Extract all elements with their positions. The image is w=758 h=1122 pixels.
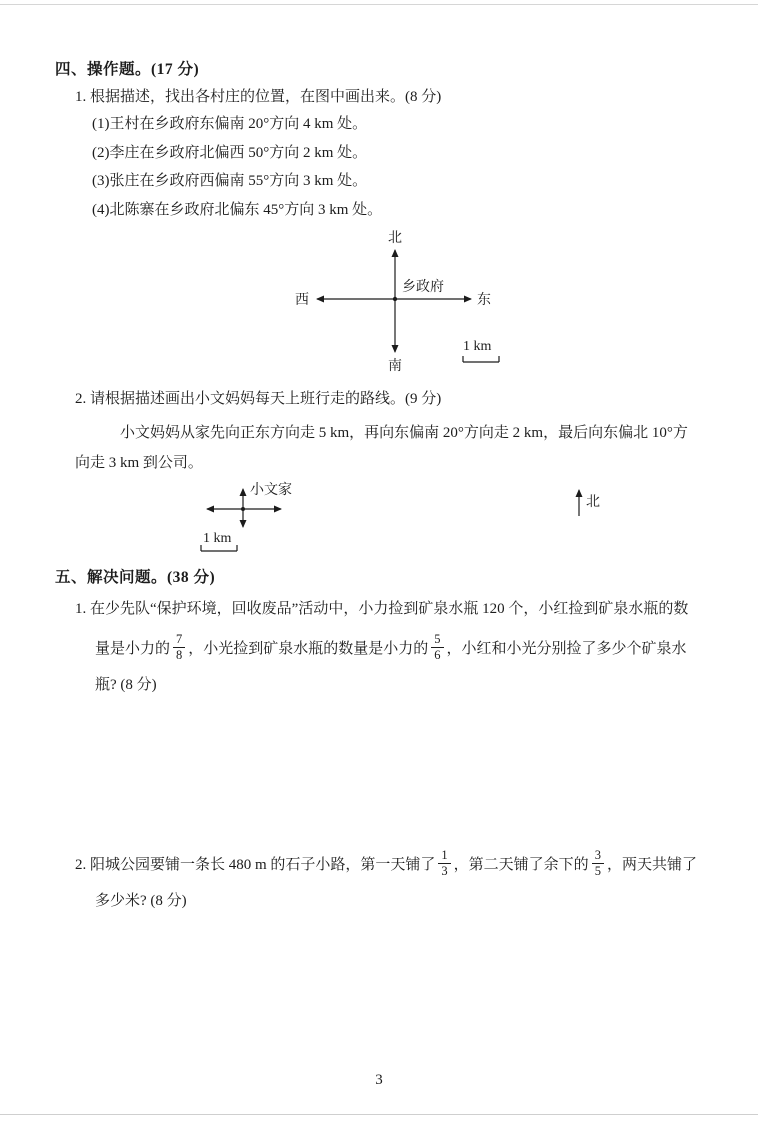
- section4-q1-item-1: (1)王村在乡政府东偏南 20°方向 4 km 处。: [92, 116, 368, 132]
- section4-title: 四、操作题。(17 分): [55, 61, 200, 78]
- section5-q2-line1a: 2. 阳城公园要铺一条长 480 m 的石子小路，第一天铺了: [75, 856, 436, 873]
- compass-south-label: 南: [388, 359, 402, 374]
- section4-q2-desc-line1: 小文妈妈从家先向正东方向走 5 km，再向东偏南 20°方向走 2 km，最后向东偏北 10°方: [120, 425, 688, 441]
- home-dot: [241, 507, 245, 511]
- section5-q1: [75, 594, 725, 700]
- section5-q2: [75, 840, 725, 916]
- section5-q2-line1b: ，第二天铺了余下的: [453, 856, 589, 873]
- compass-west-label: 西: [295, 293, 309, 308]
- fraction-7-8: $\frac{7}{8}$: [173, 632, 185, 663]
- fraction-3-5: $\frac{3}{5}$: [592, 848, 604, 879]
- section5-q1-line2a: 量是小力的: [95, 640, 171, 657]
- section5-q1-line2: [95, 624, 725, 670]
- north-indicator: [572, 482, 617, 520]
- compass-east-label: 东: [477, 293, 491, 308]
- section5-q2-line1: [75, 840, 725, 886]
- section5-q1-line3: 瓶? (8 分): [95, 677, 157, 693]
- section4-q2-description: [75, 418, 720, 478]
- section5-q2-line2: 多少米? (8 分): [95, 893, 187, 909]
- north-indicator-svg: [572, 482, 617, 520]
- compass-diagram-svg: [285, 228, 520, 380]
- section5-q1-line2c: ，小红和小光分别捡了多少个矿泉水: [446, 640, 687, 657]
- section5-q1-line1: 1. 在少先队“保护环境，回收废品”活动中，小力捡到矿泉水瓶 120 个，小红捡到矿泉水瓶的数: [75, 601, 689, 617]
- section4-q2-stem: 2. 请根据描述画出小文妈妈每天上班行走的路线。(9 分): [75, 391, 442, 407]
- section4-q1-item-3: (3)张庄在乡政府西偏南 55°方向 3 km 处。: [92, 173, 368, 189]
- section5-q1-line2b: ，小光捡到矿泉水瓶的数量是小力的: [188, 640, 429, 657]
- section4-q1-stem: 1. 根据描述，找出各村庄的位置，在图中画出来。(8 分): [75, 89, 442, 105]
- section5-q2-line1c: ，两天共铺了: [606, 856, 697, 873]
- section4-q2-desc-line2: 向走 3 km 到公司。: [75, 455, 203, 471]
- compass-scale-label: 1 km: [463, 339, 492, 354]
- scan-artifact-top: [0, 4, 758, 5]
- north-indicator-label: 北: [586, 495, 600, 510]
- section5-title: 五、解决问题。(38 分): [55, 569, 216, 586]
- compass-diagram: [285, 228, 520, 380]
- scan-artifact-bottom: [0, 1114, 758, 1115]
- route-start-svg: [195, 480, 310, 558]
- fraction-1-3: $\frac{1}{3}$: [438, 848, 450, 879]
- section4-q1-items: [92, 110, 382, 224]
- home-label: 小文家: [250, 483, 292, 498]
- page-number: 3: [375, 1072, 383, 1088]
- compass-center-dot: [393, 297, 397, 301]
- compass-center-label: 乡政府: [402, 280, 444, 295]
- home-scale-label: 1 km: [203, 531, 232, 546]
- route-start-diagram: [195, 480, 310, 558]
- section4-q1-item-4: (4)北陈寨在乡政府北偏东 45°方向 3 km 处。: [92, 201, 383, 218]
- compass-north-label: 北: [388, 231, 402, 246]
- fraction-5-6: $\frac{5}{6}$: [431, 632, 443, 663]
- section4-q1-item-2: (2)李庄在乡政府北偏西 50°方向 2 km 处。: [92, 144, 368, 161]
